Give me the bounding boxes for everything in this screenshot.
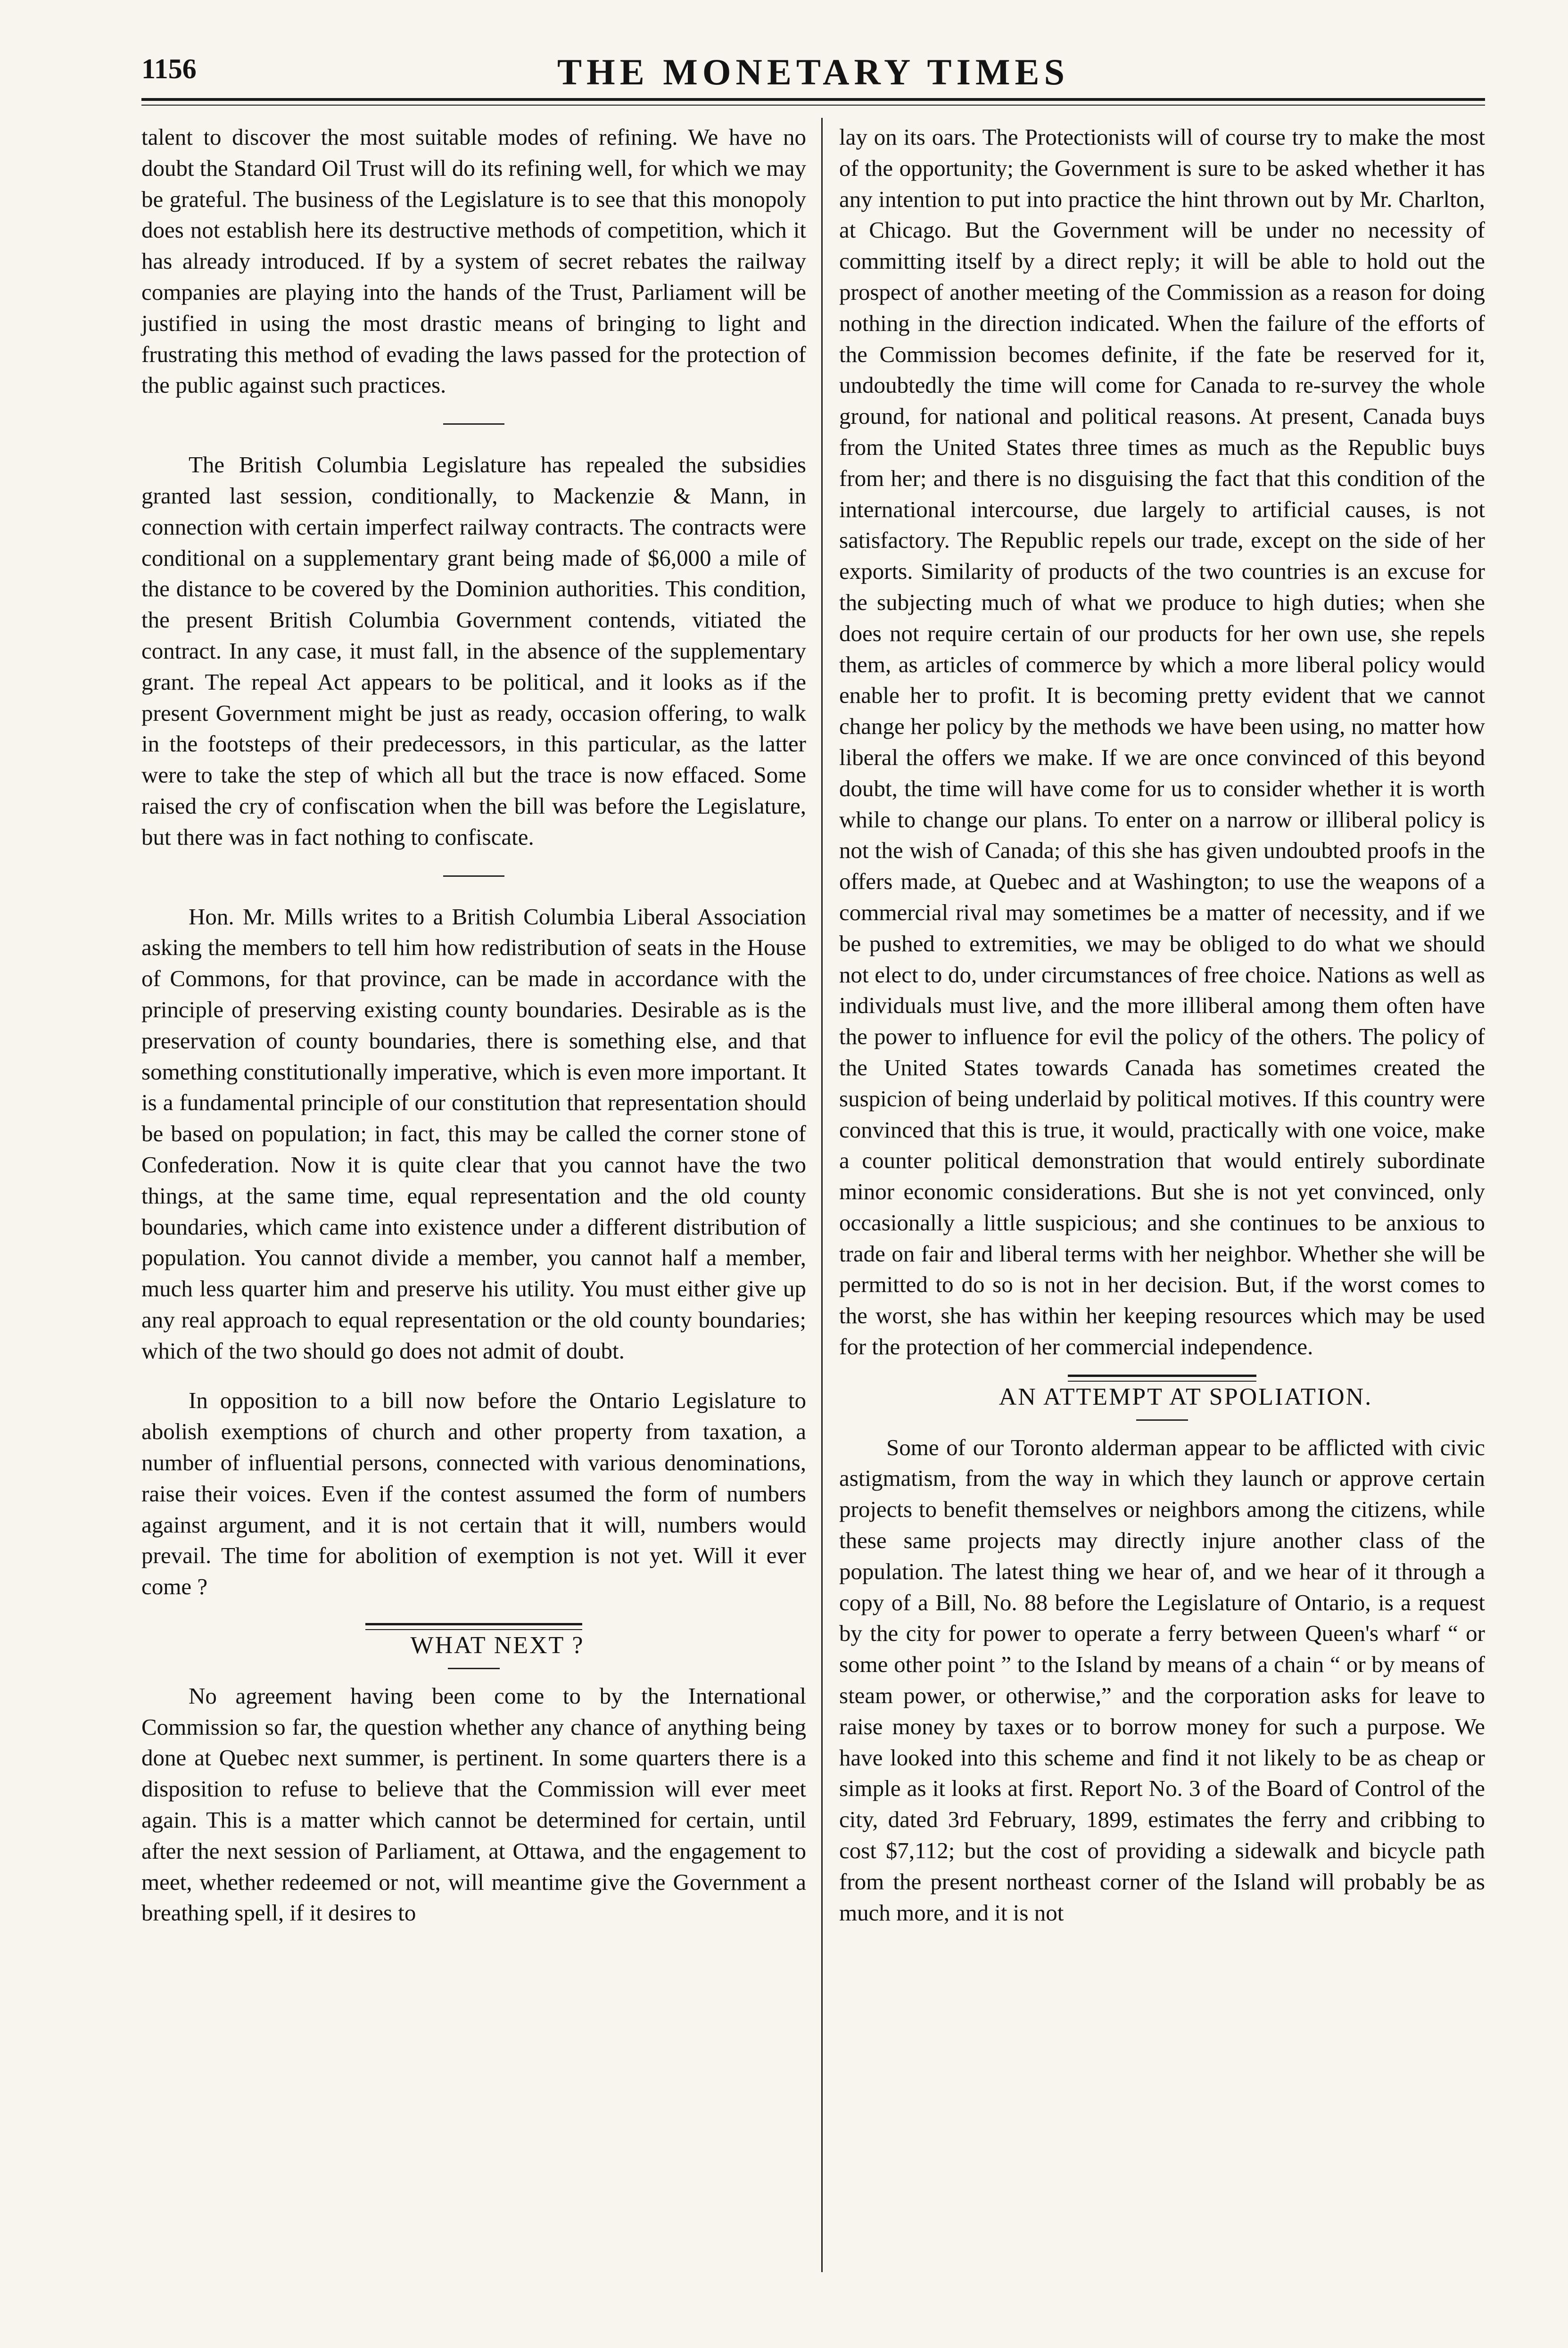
section-rule [1068, 1375, 1256, 1382]
title-separator [448, 1668, 500, 1669]
section-title-what-next: WHAT NEXT ? [410, 1632, 585, 1659]
paragraph-exemptions: In opposition to a bill now before the Ontario Legislature to abolish exemptions of church and other property from taxation, a number of influential persons, connected with various denominations, raise their voices. Even if the contest assumed the form of numbers against argument, and it is not certain that it will, numbers would prevail. The time for abolition of exemption is not yet. Will it ever come ? [141, 1387, 806, 1600]
paragraph-mills-redistribution: Hon. Mr. Mills writes to a British Columbia Liberal Association asking the members to tell him how redistribution of seats in the House of Commons, for that province, can be made in accordance with the principle of preserving existing county boundaries. Desirable as is the preservation of county boundaries, there is something else, and that something constitutionally imperative, which is even more important. It is a fundamental principle of our constitution that representation should be based on population; in fact, this may be called the corner stone of Confederation. Now it is quite clear that you cannot have the two things, at the same time, equal representation and the old county boundaries, which came into existence under a different distribution of population. You cannot divide a member, you cannot half a member, much less quarter him and preserve his utility. You must either give up any real approach to equal representation or the old county boundaries; which of the two should go does not admit of doubt. [141, 903, 806, 1364]
paragraph-spoliation: Some of our Toronto alderman appear to be afflicted with civic astigmatism, from the way in which they launch or approve certain projects to benefit themselves or neighbors among the citizens, while these same projects may directly injure another class of the population. The latest thing we hear of, and we hear of it through a copy of a Bill, No. 88 before the Legislature of Ontario, is a request by the city for power to operate a ferry between Queen's wharf “ or some other point ” to the Island by means of a chain “ or by means of steam power, or otherwise,” and the corporation asks for leave to raise money by taxes or to borrow money for such a purpose. We have looked into this scheme and find it not likely to be as cheap or simple as it looks at first. Report No. 3 of the Board of Control of the city, dated 3rd February, 1899, estimates the ferry and cribbing to cost $7,112; but the cost of providing a sidewalk and bicycle path from the present northeast corner of the Island will probably be as much more, and it is not [839, 1434, 1485, 1926]
paragraph-standard-oil: talent to discover the most suitable modes of refining. We have no doubt the Standard Oil Trust will do its refining well, for which we may be grateful. The business of the Legislature is to see that this monopoly does not establish here its destructive methods of competition, which it has already introduced. If by a system of secret rebates the railway companies are playing into the hands of the Trust, Parliament will be justified in using the most drastic means of bringing to light and frustrating this method of evading the laws passed for the protection of the public against such practices. [141, 124, 806, 398]
paragraph-protectionists: lay on its oars. The Protectionists will of course try to make the most of the opportunity; the Government is sure to be asked whether it has any intention to put into practice the hint thrown out by Mr. Charlton, at Chicago. But the Government will be under no necessity of committing itself by a direct reply; it will be able to hold out the prospect of another meeting of the Commission as a reason for doing nothing in the direction indicated. When the failure of the efforts of the Commission becomes definite, if the fate be reserved for it, undoubtedly the time will come for Canada to re-survey the whole ground, for national and political reasons. At present, Canada buys from the United States three times as much as the Republic buys from her; and there is no disguising the fact that this condition of the international intercourse, due largely to artificial causes, is not satisfactory. The Republic repels our trade, except on the side of her exports. Similarity of products of the two countries is an excuse for the subjecting much of what we produce to high duties; when she does not require certain of our products for her own use, she repels them, as articles of commerce by which a more liberal policy would enable her to profit. It is becoming pretty evident that we cannot change her policy by the methods we have been using, no matter how liberal the offers we make. If we are once convinced of this beyond doubt, the time will have come for us to consider whether it is worth while to change our plans. To enter on a narrow or illiberal policy is not the wish of Canada; of this she has given undoubted proofs in the offers made, at Quebec and at Washington; to use the weapons of a commercial rival may sometimes be a matter of necessity, and if we be pushed to extremities, we may be obliged to do what we should not elect to do, under circumstances of free choice. Nations as well as individuals must live, and the more illiberal among them often have the power to influence for evil the policy of the others. The policy of the United States towards Canada has sometimes created the suspicion of being underlaid by political motives. If this country were convinced that this is true, it would, practically with one voice, make a counter political demonstration that would entirely subordinate minor economic considerations. But she is not yet convinced, only occasionally a little suspicious; and she continues to be anxious to trade on fair and liberal terms with her neighbor. Whether she will be permitted to do so is not in her decision. But, if the worst comes to the worst, she has within her keeping resources which may be used for the protection of her commercial independence. [839, 124, 1485, 1360]
paragraph-british-columbia: The British Columbia Legislature has repealed the subsidies granted last session, conditionally, to Mackenzie & Mann, in connection with certain imperfect railway contracts. The contracts were conditional on a supplementary grant being made of $6,000 a mile of the distance to be covered by the Dominion authorities. This condition, the present British Columbia Government contends, vitiated the contract. In any case, it must fall, in the absence of the supplementary grant. The repeal Act appears to be political, and it looks as if the present Government might be just as ready, occasion offering, to walk in the footsteps of their predecessors, in this particular, as the latter were to take the step of which all but the trace is now effaced. Some raised the cry of confiscation when the bill was before the Legislature, but there was in fact nothing to confiscate. [141, 452, 806, 850]
paragraph-separator [443, 875, 504, 877]
page-header [141, 51, 1485, 103]
section-title-spoliation: AN ATTEMPT AT SPOLIATION. [999, 1383, 1373, 1410]
left-column [141, 122, 806, 1928]
header-rule-thin [141, 105, 1485, 106]
title-separator [1136, 1419, 1188, 1421]
header-rule-thick [141, 98, 1485, 101]
column-divider [821, 118, 823, 2272]
page-number: 1156 [141, 53, 197, 84]
right-column [839, 122, 1485, 1928]
masthead: THE MONETARY TIMES [557, 51, 1069, 92]
section-rule [365, 1623, 582, 1630]
paragraph-what-next: No agreement having been come to by the International Commission so far, the question whether any chance of anything being done at Quebec next summer, is pertinent. In some quarters there is a disposition to refuse to believe that the Commission will ever meet again. This is a matter which cannot be determined for certain, until after the next session of Parliament, at Ottawa, and the engagement to meet, whether redeemed or not, will meantime give the Government a breathing spell, if it desires to [141, 1682, 806, 1926]
paragraph-separator [443, 423, 504, 425]
